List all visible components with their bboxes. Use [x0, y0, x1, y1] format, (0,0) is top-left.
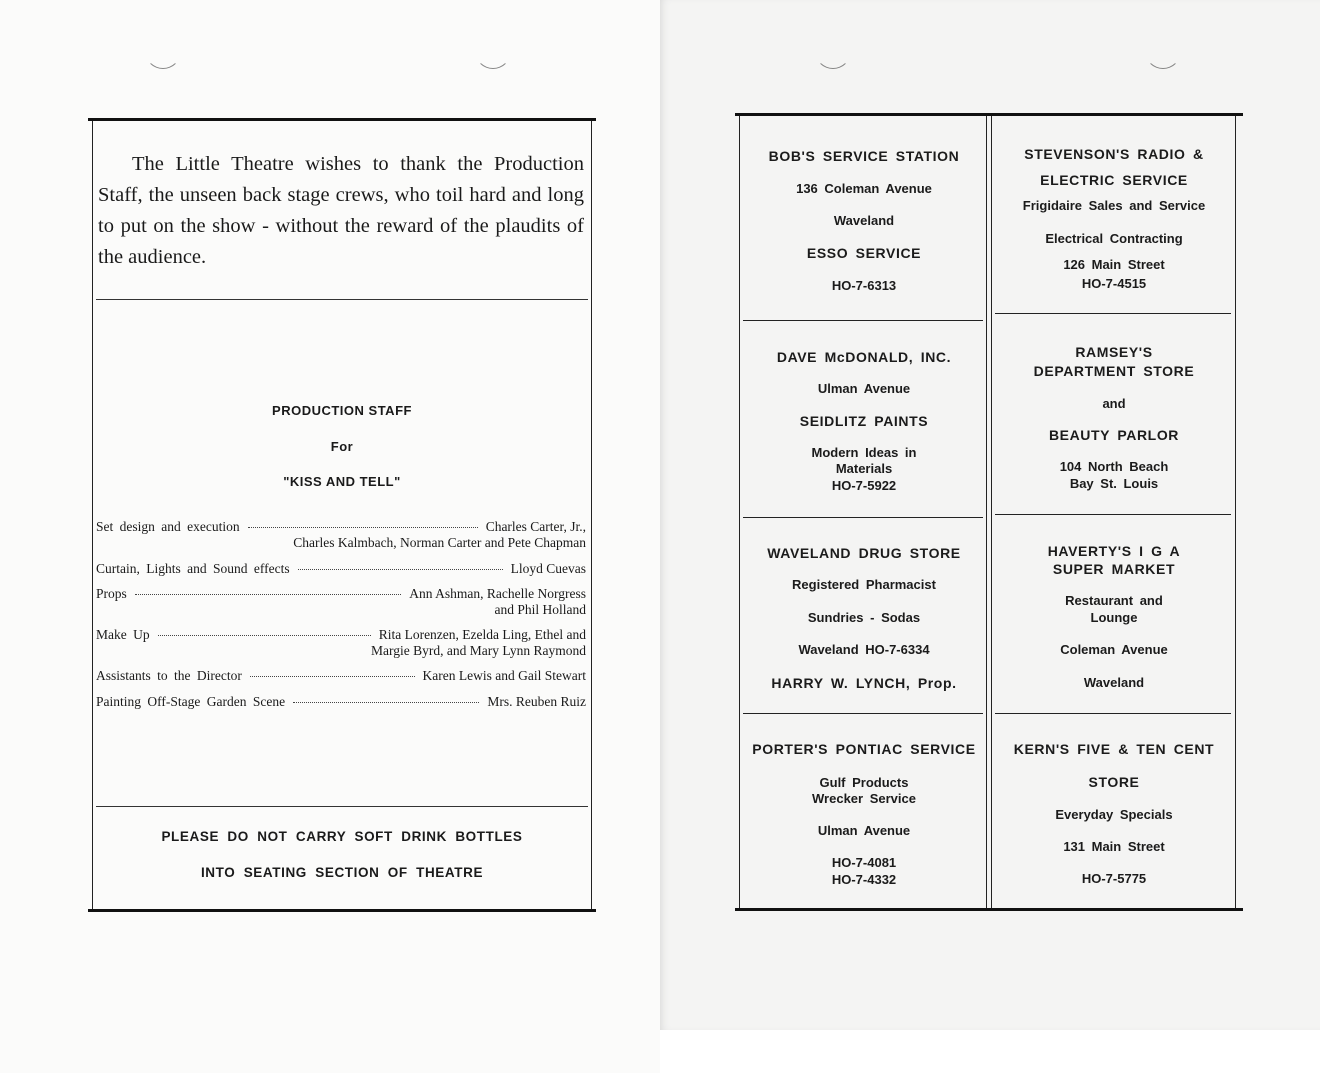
ad-line: Coleman Avenue [1060, 642, 1168, 657]
ad-title: RAMSEY'S [1075, 344, 1153, 360]
show-title: "KISS AND TELL" [283, 474, 401, 489]
ad-line: Materials [835, 461, 893, 476]
punch-hole [145, 34, 181, 69]
notice-line-1: PLEASE DO NOT CARRY SOFT DRINK BOTTLES [161, 829, 523, 844]
staff-names: Charles Carter, Jr., [485, 519, 586, 534]
ad-line: Restaurant and [1065, 593, 1163, 608]
ad-porters-pontiac [743, 714, 985, 904]
ad-line: SEIDLITZ PAINTS [799, 413, 929, 429]
ad-line: Gulf Products [819, 775, 909, 790]
ad-title: ELECTRIC SERVICE [1040, 172, 1188, 188]
ad-line: 104 North Beach [1059, 459, 1169, 474]
ad-phone: Waveland HO-7-6334 [798, 642, 930, 657]
ad-title: STORE [1088, 774, 1140, 790]
ad-title: SUPER MARKET [1052, 561, 1176, 577]
staff-entry [96, 668, 586, 684]
production-staff-panel [88, 118, 596, 912]
notice-line-2: INTO SEATING SECTION OF THEATRE [200, 865, 484, 880]
ad-line: Bay St. Louis [1069, 476, 1159, 491]
ad-line: Ulman Avenue [817, 823, 911, 838]
border-line [991, 116, 992, 908]
staff-role: Set design and execution [96, 519, 240, 534]
ad-line: Sundries - Sodas [807, 610, 921, 625]
ad-phone: HO-7-5775 [1081, 871, 1147, 886]
ad-phone: HO-7-6313 [831, 278, 897, 293]
ad-line: BEAUTY PARLOR [1048, 427, 1180, 443]
staff-names: Ann Ashman, Rachelle Norgress [409, 586, 586, 601]
ad-line: HARRY W. LYNCH, Prop. [771, 675, 957, 691]
ad-title: KERN'S FIVE & TEN CENT [1013, 741, 1215, 757]
ad-line: 136 Coleman Avenue [796, 181, 932, 196]
ad-waveland-drug-store [743, 518, 985, 713]
ad-title: BOB'S SERVICE STATION [768, 148, 960, 164]
ad-line: Everyday Specials [1055, 807, 1173, 822]
ad-line: Waveland [1083, 675, 1145, 690]
staff-role: Painting Off-Stage Garden Scene [96, 694, 286, 709]
staff-role: Make Up [96, 627, 150, 642]
border-line [986, 116, 987, 908]
staff-names-continued: Charles Kalmbach, Norman Carter and Pete Chapman [293, 535, 586, 550]
border-line [92, 121, 93, 909]
staff-names: Karen Lewis and Gail Stewart [422, 668, 586, 683]
staff-entry [96, 627, 586, 659]
border-line [739, 116, 740, 908]
ad-line: Registered Pharmacist [792, 577, 936, 592]
staff-names: Rita Lorenzen, Ezelda Ling, Ethel and [378, 627, 586, 642]
staff-names-continued: and Phil Holland [494, 602, 586, 617]
ad-stevensons-radio [993, 116, 1235, 316]
ad-phone: HO-7-4332 [831, 872, 897, 887]
advertisements-panel [735, 113, 1243, 911]
staff-role: Assistants to the Director [96, 668, 242, 683]
ad-kerns-five-and-ten [993, 714, 1235, 904]
staff-entry [96, 519, 586, 551]
ad-title: DEPARTMENT STORE [1033, 363, 1195, 379]
staff-names: Lloyd Cuevas [510, 561, 586, 576]
ad-line: Frigidaire Sales and Service [1022, 198, 1206, 213]
ad-line: Wrecker Service [812, 791, 916, 806]
production-staff-heading: PRODUCTION STAFF [272, 403, 412, 418]
ad-title: HAVERTY'S I G A [1047, 543, 1181, 559]
divider [96, 299, 588, 300]
ad-line: Ulman Avenue [817, 381, 911, 396]
staff-entry [96, 586, 586, 618]
staff-entry [96, 694, 586, 710]
ad-phone: HO-7-4515 [1081, 276, 1147, 291]
staff-role: Curtain, Lights and Sound effects [96, 561, 290, 576]
ad-line: Modern Ideas in [811, 445, 917, 460]
punch-hole [815, 34, 851, 69]
ad-line: Waveland [833, 213, 895, 228]
ad-bobs-service-station [743, 116, 985, 316]
ad-line: ESSO SERVICE [806, 245, 922, 261]
ad-line: Electrical Contracting [1045, 231, 1183, 246]
punch-hole [475, 34, 511, 69]
ad-phone: HO-7-4081 [831, 855, 897, 870]
thanks-paragraph: The Little Theatre wishes to thank the Production Staff, the unseen back stage crews, who toil hard and long to put on the show - without the reward of the plaudits of the audience. [98, 153, 584, 268]
staff-names-continued: Margie Byrd, and Mary Lynn Raymond [371, 643, 586, 658]
divider [96, 806, 588, 807]
ad-phone: HO-7-5922 [831, 478, 897, 493]
ad-havertys-iga [993, 515, 1235, 713]
border-line [591, 121, 592, 909]
ad-line: 126 Main Street [1063, 257, 1165, 272]
ad-title: STEVENSON'S RADIO & [1024, 146, 1204, 162]
ad-title: DAVE McDONALD, INC. [776, 349, 952, 365]
staff-names: Mrs. Reuben Ruiz [487, 694, 586, 709]
ad-line: 131 Main Street [1063, 839, 1165, 854]
ad-line: Lounge [1090, 610, 1138, 625]
staff-entry [96, 561, 586, 577]
for-label: For [330, 439, 354, 454]
border-line [1235, 116, 1236, 908]
ad-title: PORTER'S PONTIAC SERVICE [752, 741, 976, 757]
ad-ramseys-department-store [993, 314, 1235, 514]
ad-dave-mcdonald [743, 321, 985, 517]
ad-line: and [1102, 396, 1126, 411]
staff-role: Props [96, 586, 127, 601]
punch-hole [1145, 34, 1181, 69]
ad-title: WAVELAND DRUG STORE [767, 545, 961, 561]
